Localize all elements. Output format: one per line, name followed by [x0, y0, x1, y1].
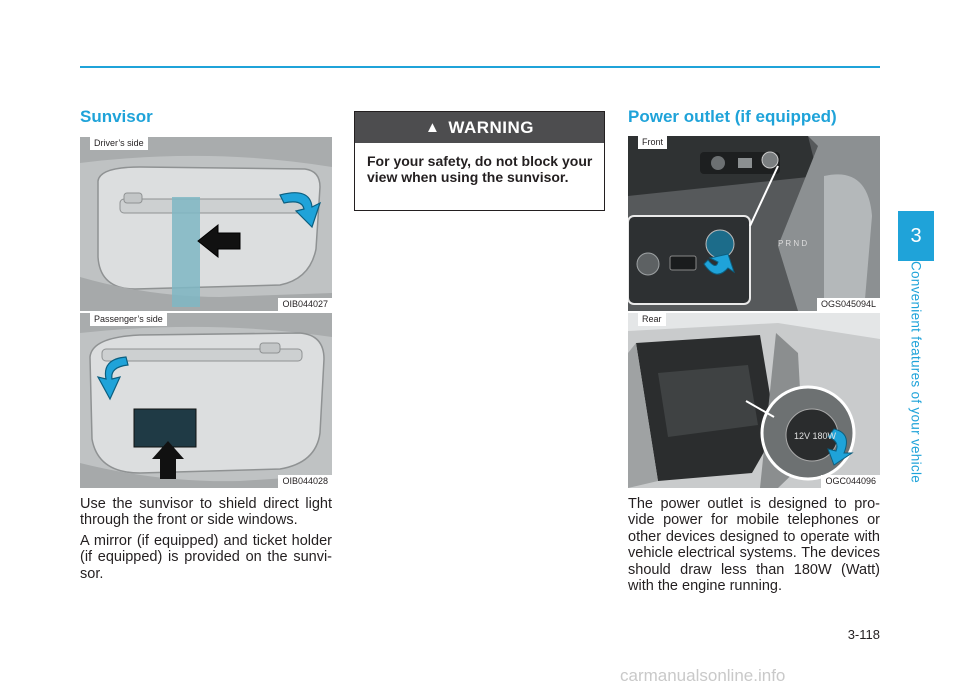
warning-heading: WARNING — [448, 117, 535, 137]
warning-box — [354, 111, 605, 211]
sunvisor-title: Sunvisor — [80, 107, 153, 126]
sunvisor-paragraph-1: Use the sunvisor to shield direct light through the front or side windows. — [80, 496, 332, 529]
chapter-title-vertical: Convenient features of your vehicle — [908, 260, 924, 484]
svg-text:P R N D: P R N D — [778, 239, 808, 248]
top-rule — [80, 66, 880, 68]
drivers-side-figure — [80, 137, 332, 311]
outlet-rating-badge: 12V 180W — [794, 431, 837, 441]
power-outlet-title: Power outlet (if equipped) — [628, 107, 837, 126]
passengers-side-label: Passenger’s side — [90, 313, 167, 326]
sunvisor-paragraph-2: A mirror (if equipped) and ticket holder (if equipped) is provided on the sunvi-sor. — [80, 533, 332, 582]
warning-header — [355, 112, 604, 143]
rear-outlet-label: Rear — [638, 313, 666, 326]
warning-text: For your safety, do not block your view when using the sunvisor. — [367, 153, 593, 185]
power-outlet-paragraph: The power outlet is designed to pro-vide power for mobile telephones or other devices designed to operate with vehicle electrical systems. The devices should draw less than 180W (Watt) with the engine running. — [628, 496, 880, 595]
front-outlet-figure — [628, 136, 880, 311]
drivers-side-label: Driver’s side — [90, 137, 148, 150]
rotate-arrow-icon — [80, 137, 332, 311]
rear-outlet-figure-code: OGC044096 — [821, 475, 880, 488]
passengers-side-figure — [80, 313, 332, 488]
rear-outlet-figure — [628, 313, 880, 488]
chapter-number-tab: 3 — [898, 211, 934, 261]
front-outlet-figure-code: OGS045094L — [817, 298, 880, 311]
warning-triangle-icon: ▲ — [424, 119, 441, 136]
watermark: carmanualsonline.info — [620, 666, 786, 685]
passengers-side-figure-code: OIB044028 — [278, 475, 332, 488]
page-number: 3-118 — [847, 627, 880, 642]
drivers-side-figure-code: OIB044027 — [278, 298, 332, 311]
front-outlet-label: Front — [638, 136, 667, 149]
